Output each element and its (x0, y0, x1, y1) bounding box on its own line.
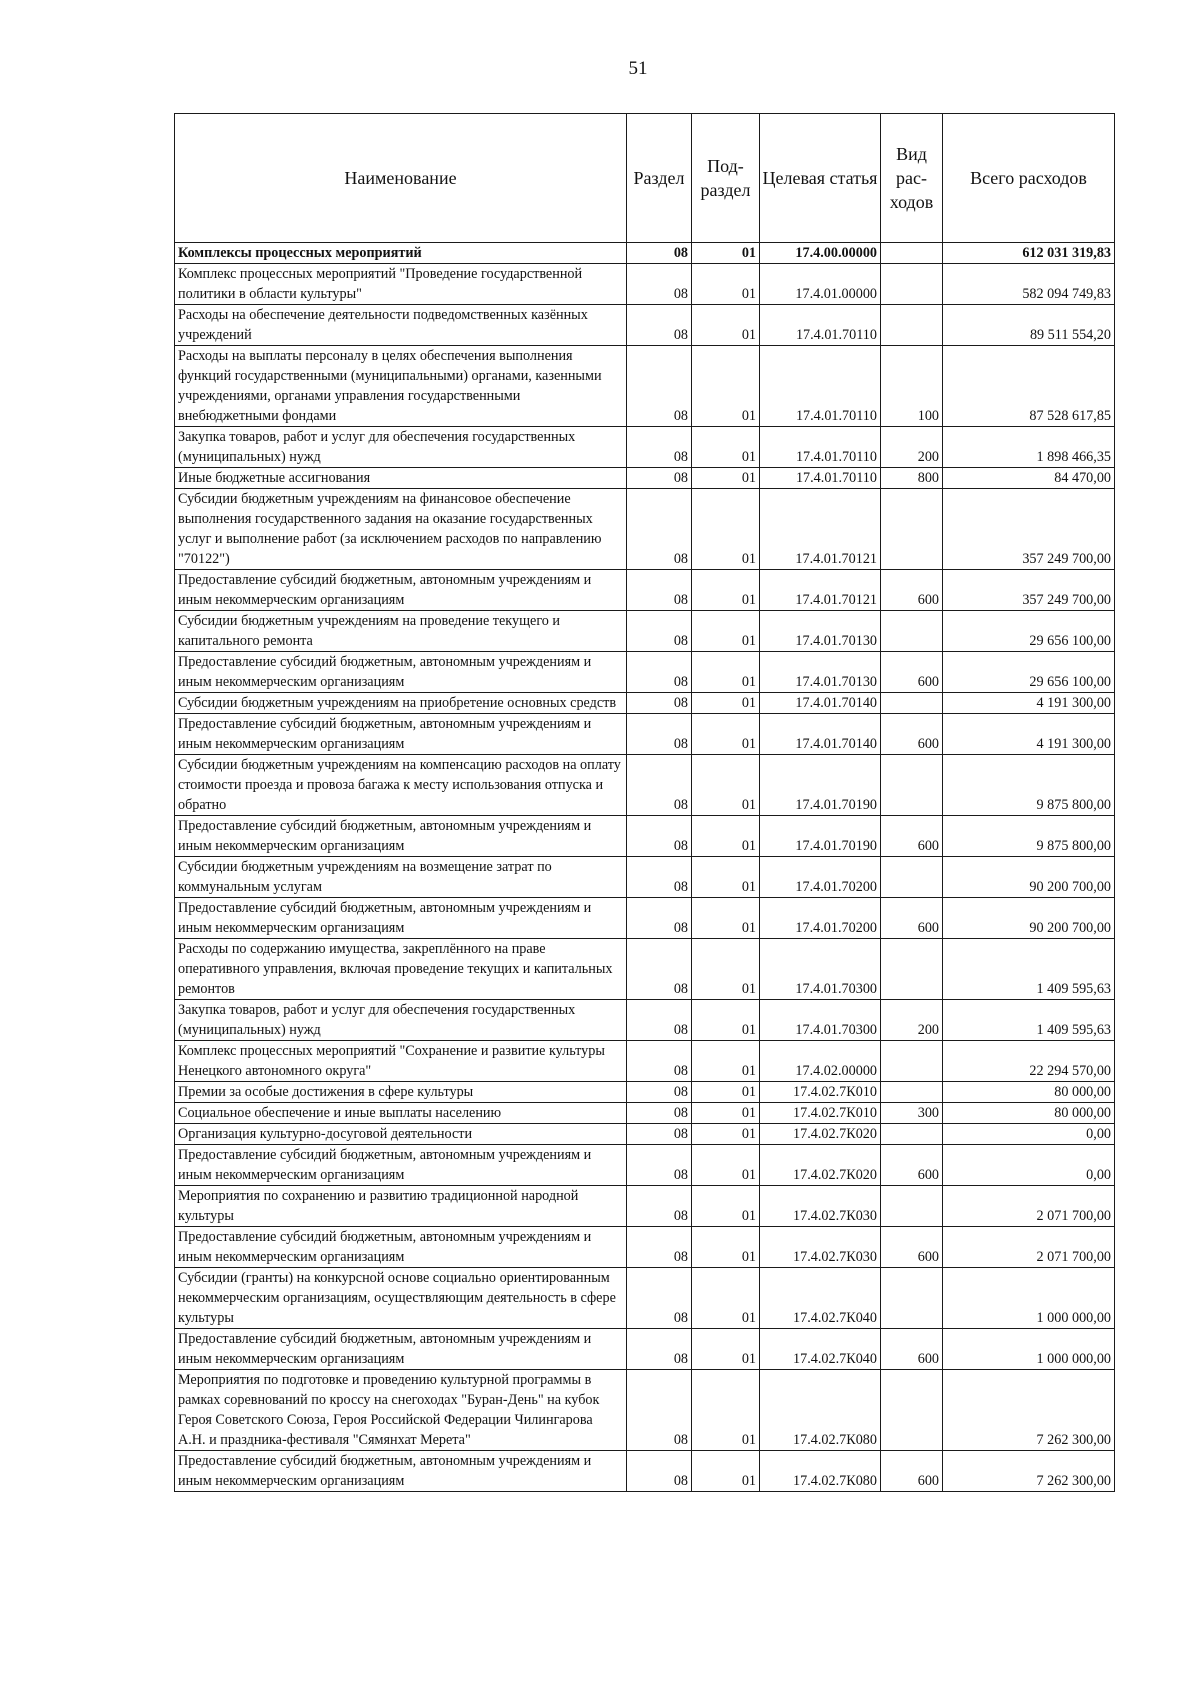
row-section: 08 (627, 1370, 692, 1451)
row-subsection: 01 (692, 346, 760, 427)
table-row (175, 264, 1115, 305)
row-total: 357 249 700,00 (943, 570, 1115, 611)
row-target-article: 17.4.01.70110 (760, 305, 881, 346)
page-number: 51 (628, 58, 648, 79)
table-row (175, 570, 1115, 611)
row-expense-kind: 200 (881, 1000, 943, 1041)
row-target-article: 17.4.00.00000 (760, 243, 881, 264)
row-target-article: 17.4.01.70190 (760, 816, 881, 857)
row-expense-kind (881, 693, 943, 714)
row-subsection: 01 (692, 714, 760, 755)
row-expense-kind: 100 (881, 346, 943, 427)
row-section: 08 (627, 1000, 692, 1041)
row-name: Социальное обеспечение и иные выплаты населению (175, 1103, 627, 1124)
row-subsection: 01 (692, 1082, 760, 1103)
row-target-article: 17.4.02.7К030 (760, 1227, 881, 1268)
row-expense-kind (881, 857, 943, 898)
row-subsection: 01 (692, 489, 760, 570)
row-subsection: 01 (692, 1124, 760, 1145)
table-row (175, 305, 1115, 346)
row-total: 7 262 300,00 (943, 1451, 1115, 1492)
row-target-article: 17.4.01.70300 (760, 1000, 881, 1041)
row-total: 29 656 100,00 (943, 652, 1115, 693)
row-section: 08 (627, 264, 692, 305)
row-name: Закупка товаров, работ и услуг для обеспечения государственных (муниципальных) нужд (175, 427, 627, 468)
row-section: 08 (627, 305, 692, 346)
row-name: Субсидии (гранты) на конкурсной основе социально ориентированным некоммерческим организациям, осуществляющим деятельность в сфере культуры (175, 1268, 627, 1329)
row-total: 1 898 466,35 (943, 427, 1115, 468)
row-total: 0,00 (943, 1124, 1115, 1145)
row-section: 08 (627, 816, 692, 857)
column-header-name: Наименование (175, 114, 627, 243)
row-section: 08 (627, 714, 692, 755)
row-section: 08 (627, 652, 692, 693)
row-subsection: 01 (692, 1370, 760, 1451)
row-expense-kind: 600 (881, 816, 943, 857)
row-subsection: 01 (692, 243, 760, 264)
table-row (175, 1103, 1115, 1124)
row-section: 08 (627, 570, 692, 611)
table-row (175, 611, 1115, 652)
row-target-article: 17.4.01.70140 (760, 714, 881, 755)
table-row (175, 1145, 1115, 1186)
row-name: Закупка товаров, работ и услуг для обеспечения государственных (муниципальных) нужд (175, 1000, 627, 1041)
column-header-total: Всего расходов (943, 114, 1115, 243)
row-name: Предоставление субсидий бюджетным, автономным учреждениям и иным некоммерческим организациям (175, 1329, 627, 1370)
row-target-article: 17.4.01.00000 (760, 264, 881, 305)
row-target-article: 17.4.01.70200 (760, 898, 881, 939)
row-section: 08 (627, 1041, 692, 1082)
row-expense-kind (881, 1186, 943, 1227)
row-subsection: 01 (692, 305, 760, 346)
row-name: Мероприятия по подготовке и проведению культурной программы в рамках соревнований по кроссу на снегоходах "Буран-День" на кубок Героя Советского Союза, Героя Российской Федерации Чилингарова А.Н. и праздника-фестиваля "Сямянхат Мерета" (175, 1370, 627, 1451)
row-total: 4 191 300,00 (943, 693, 1115, 714)
column-header-section: Раздел (627, 114, 692, 243)
row-target-article: 17.4.01.70200 (760, 857, 881, 898)
row-name: Предоставление субсидий бюджетным, автономным учреждениям и иным некоммерческим организациям (175, 1145, 627, 1186)
row-name: Премии за особые достижения в сфере культуры (175, 1082, 627, 1103)
row-name: Предоставление субсидий бюджетным, автономным учреждениям и иным некоммерческим организациям (175, 714, 627, 755)
row-expense-kind (881, 264, 943, 305)
row-name: Предоставление субсидий бюджетным, автономным учреждениям и иным некоммерческим организациям (175, 816, 627, 857)
row-total: 1 409 595,63 (943, 939, 1115, 1000)
row-subsection: 01 (692, 652, 760, 693)
column-header-subsection: Под-раздел (692, 114, 760, 243)
row-target-article: 17.4.02.7К020 (760, 1145, 881, 1186)
table-row (175, 468, 1115, 489)
table-row (175, 1041, 1115, 1082)
row-total: 9 875 800,00 (943, 755, 1115, 816)
table-row (175, 816, 1115, 857)
row-section: 08 (627, 1451, 692, 1492)
row-expense-kind: 600 (881, 1145, 943, 1186)
table-row (175, 1124, 1115, 1145)
row-expense-kind: 600 (881, 1329, 943, 1370)
row-subsection: 01 (692, 898, 760, 939)
row-target-article: 17.4.02.7К040 (760, 1329, 881, 1370)
row-expense-kind: 800 (881, 468, 943, 489)
row-subsection: 01 (692, 693, 760, 714)
row-total: 357 249 700,00 (943, 489, 1115, 570)
row-expense-kind (881, 1041, 943, 1082)
row-name: Иные бюджетные ассигнования (175, 468, 627, 489)
row-expense-kind (881, 305, 943, 346)
row-total: 89 511 554,20 (943, 305, 1115, 346)
table-header-row (175, 114, 1115, 243)
row-subsection: 01 (692, 1000, 760, 1041)
table-row (175, 1186, 1115, 1227)
row-total: 582 094 749,83 (943, 264, 1115, 305)
row-total: 4 191 300,00 (943, 714, 1115, 755)
row-expense-kind (881, 1268, 943, 1329)
row-subsection: 01 (692, 570, 760, 611)
table-row (175, 489, 1115, 570)
row-subsection: 01 (692, 939, 760, 1000)
row-section: 08 (627, 939, 692, 1000)
row-section: 08 (627, 468, 692, 489)
row-target-article: 17.4.01.70110 (760, 346, 881, 427)
row-target-article: 17.4.01.70130 (760, 652, 881, 693)
row-name: Субсидии бюджетным учреждениям на проведение текущего и капитального ремонта (175, 611, 627, 652)
table-row (175, 243, 1115, 264)
row-expense-kind (881, 489, 943, 570)
table-row (175, 652, 1115, 693)
row-expense-kind (881, 1370, 943, 1451)
row-section: 08 (627, 1227, 692, 1268)
row-expense-kind: 600 (881, 570, 943, 611)
row-section: 08 (627, 1145, 692, 1186)
table-body (175, 243, 1115, 1492)
row-section: 08 (627, 898, 692, 939)
row-target-article: 17.4.02.7К020 (760, 1124, 881, 1145)
row-total: 1 409 595,63 (943, 1000, 1115, 1041)
row-subsection: 01 (692, 857, 760, 898)
row-section: 08 (627, 1124, 692, 1145)
row-name: Расходы на выплаты персоналу в целях обеспечения выполнения функций государственными (муниципальными) органами, казенными учреждениями, органами управления государственными внебюджетными фондами (175, 346, 627, 427)
table-row (175, 1268, 1115, 1329)
budget-table (174, 113, 1115, 1492)
row-expense-kind: 600 (881, 1227, 943, 1268)
row-total: 84 470,00 (943, 468, 1115, 489)
row-expense-kind: 600 (881, 714, 943, 755)
row-section: 08 (627, 611, 692, 652)
row-total: 1 000 000,00 (943, 1268, 1115, 1329)
row-expense-kind (881, 755, 943, 816)
row-section: 08 (627, 1268, 692, 1329)
row-subsection: 01 (692, 1227, 760, 1268)
row-section: 08 (627, 427, 692, 468)
row-name: Организация культурно-досуговой деятельности (175, 1124, 627, 1145)
row-total: 1 000 000,00 (943, 1329, 1115, 1370)
row-expense-kind: 600 (881, 898, 943, 939)
row-expense-kind: 600 (881, 1451, 943, 1492)
row-name: Субсидии бюджетным учреждениям на финансовое обеспечение выполнения государственного задания на оказание государственных услуг и выполнение работ (за исключением расходов по направлению "70122") (175, 489, 627, 570)
row-target-article: 17.4.02.7К030 (760, 1186, 881, 1227)
row-target-article: 17.4.01.70110 (760, 427, 881, 468)
row-total: 87 528 617,85 (943, 346, 1115, 427)
row-total: 90 200 700,00 (943, 898, 1115, 939)
row-name: Предоставление субсидий бюджетным, автономным учреждениям и иным некоммерческим организациям (175, 1451, 627, 1492)
table-row (175, 693, 1115, 714)
row-total: 9 875 800,00 (943, 816, 1115, 857)
row-name: Комплекс процессных мероприятий "Проведение государственной политики в области культуры" (175, 264, 627, 305)
row-name: Комплексы процессных мероприятий (175, 243, 627, 264)
table-row (175, 346, 1115, 427)
table-row (175, 1329, 1115, 1370)
row-section: 08 (627, 1329, 692, 1370)
row-total: 612 031 319,83 (943, 243, 1115, 264)
row-subsection: 01 (692, 1145, 760, 1186)
row-total: 7 262 300,00 (943, 1370, 1115, 1451)
row-target-article: 17.4.02.7К010 (760, 1103, 881, 1124)
row-target-article: 17.4.01.70110 (760, 468, 881, 489)
row-total: 90 200 700,00 (943, 857, 1115, 898)
row-expense-kind (881, 243, 943, 264)
row-expense-kind: 200 (881, 427, 943, 468)
row-total: 80 000,00 (943, 1082, 1115, 1103)
row-subsection: 01 (692, 1329, 760, 1370)
row-subsection: 01 (692, 1268, 760, 1329)
row-total: 2 071 700,00 (943, 1227, 1115, 1268)
row-total: 22 294 570,00 (943, 1041, 1115, 1082)
row-name: Предоставление субсидий бюджетным, автономным учреждениям и иным некоммерческим организациям (175, 570, 627, 611)
row-expense-kind (881, 611, 943, 652)
table-row (175, 1082, 1115, 1103)
row-name: Расходы по содержанию имущества, закреплённого на праве оперативного управления, включая проведение текущих и капитальных ремонтов (175, 939, 627, 1000)
row-target-article: 17.4.02.00000 (760, 1041, 881, 1082)
row-target-article: 17.4.01.70300 (760, 939, 881, 1000)
row-name: Мероприятия по сохранению и развитию традиционной народной культуры (175, 1186, 627, 1227)
row-target-article: 17.4.02.7К080 (760, 1451, 881, 1492)
table-row (175, 714, 1115, 755)
row-subsection: 01 (692, 1451, 760, 1492)
row-subsection: 01 (692, 1103, 760, 1124)
row-subsection: 01 (692, 755, 760, 816)
row-expense-kind (881, 939, 943, 1000)
column-header-target: Целевая статья (760, 114, 881, 243)
row-section: 08 (627, 1103, 692, 1124)
row-target-article: 17.4.02.7К080 (760, 1370, 881, 1451)
row-section: 08 (627, 693, 692, 714)
row-subsection: 01 (692, 468, 760, 489)
row-target-article: 17.4.01.70130 (760, 611, 881, 652)
row-total: 0,00 (943, 1145, 1115, 1186)
table-row (175, 939, 1115, 1000)
row-total: 29 656 100,00 (943, 611, 1115, 652)
table-row (175, 898, 1115, 939)
row-name: Комплекс процессных мероприятий "Сохранение и развитие культуры Ненецкого автономного округа" (175, 1041, 627, 1082)
row-expense-kind (881, 1082, 943, 1103)
row-name: Предоставление субсидий бюджетным, автономным учреждениям и иным некоммерческим организациям (175, 652, 627, 693)
column-header-kind: Вид рас-ходов (881, 114, 943, 243)
row-section: 08 (627, 346, 692, 427)
row-total: 2 071 700,00 (943, 1186, 1115, 1227)
row-section: 08 (627, 489, 692, 570)
table-row (175, 1000, 1115, 1041)
table-row (175, 857, 1115, 898)
row-name: Предоставление субсидий бюджетным, автономным учреждениям и иным некоммерческим организациям (175, 1227, 627, 1268)
row-target-article: 17.4.01.70121 (760, 489, 881, 570)
row-section: 08 (627, 755, 692, 816)
row-subsection: 01 (692, 264, 760, 305)
row-total: 80 000,00 (943, 1103, 1115, 1124)
row-name: Субсидии бюджетным учреждениям на компенсацию расходов на оплату стоимости проезда и провоза багажа к месту использования отпуска и обратно (175, 755, 627, 816)
row-target-article: 17.4.01.70121 (760, 570, 881, 611)
row-expense-kind: 600 (881, 652, 943, 693)
row-subsection: 01 (692, 1041, 760, 1082)
row-expense-kind: 300 (881, 1103, 943, 1124)
table-row (175, 1227, 1115, 1268)
row-target-article: 17.4.01.70190 (760, 755, 881, 816)
row-name: Субсидии бюджетным учреждениям на приобретение основных средств (175, 693, 627, 714)
row-section: 08 (627, 857, 692, 898)
table-row (175, 1451, 1115, 1492)
table-row (175, 427, 1115, 468)
row-target-article: 17.4.02.7К040 (760, 1268, 881, 1329)
row-target-article: 17.4.01.70140 (760, 693, 881, 714)
row-section: 08 (627, 243, 692, 264)
row-name: Расходы на обеспечение деятельности подведомственных казённых учреждений (175, 305, 627, 346)
row-target-article: 17.4.02.7К010 (760, 1082, 881, 1103)
row-subsection: 01 (692, 427, 760, 468)
row-subsection: 01 (692, 816, 760, 857)
row-name: Предоставление субсидий бюджетным, автономным учреждениям и иным некоммерческим организациям (175, 898, 627, 939)
row-name: Субсидии бюджетным учреждениям на возмещение затрат по коммунальным услугам (175, 857, 627, 898)
table-row (175, 755, 1115, 816)
row-subsection: 01 (692, 1186, 760, 1227)
row-subsection: 01 (692, 611, 760, 652)
table-row (175, 1370, 1115, 1451)
row-section: 08 (627, 1082, 692, 1103)
row-section: 08 (627, 1186, 692, 1227)
row-expense-kind (881, 1124, 943, 1145)
